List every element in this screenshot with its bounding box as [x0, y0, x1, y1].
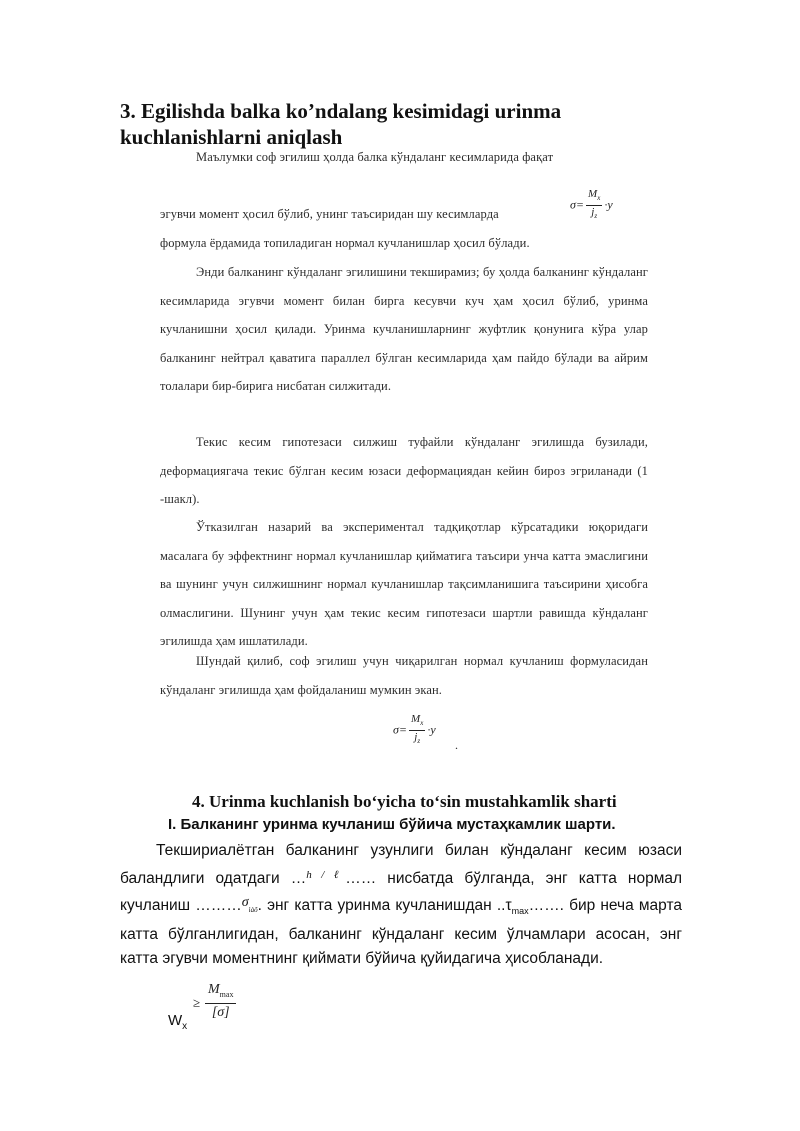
p1-line2-wrap [160, 200, 570, 229]
formula-trailing-dot: . [455, 738, 458, 752]
condition-den: [σ] [211, 1004, 230, 1020]
formula-num: M [588, 188, 598, 200]
tau-max-sub: max [511, 906, 529, 917]
formula-den-sub: z [594, 212, 598, 221]
s4-text-3: . энг катта уринма кучланишдан ..τ [257, 897, 512, 914]
s4-text-2: …… нисбатда бўлганда, энг катта нормал кучланиш ……… [120, 870, 683, 914]
formula2-den: j [414, 731, 418, 744]
formula2-eq: = [398, 722, 408, 737]
p1-line3-wrap [160, 229, 648, 258]
sigma-max-sub: ìàõ [248, 906, 258, 914]
formula2-num-sub: x [420, 719, 424, 728]
ge-symbol: ≥ [193, 995, 201, 1010]
formula-sigma: σ [570, 197, 576, 212]
p4-text: Ўтказилган назарий ва экспериментал тадқиқотлар кўрсатадики юқоридаги масалага бу эффектнинг нормал кучланишлар қийматига таъсири унча катта эмаслигини ва шунинг учун силжишнинг нормал кучланишлар тақсимланишига таъсирини ҳисобга олмаслигини. Шунинг учун ҳам текис кесим гипотезаси шартли равишда кўндаланг эгилишда ҳам ишлатилади. [160, 520, 648, 649]
formula-eq: = [575, 197, 585, 212]
formula2-fraction [409, 713, 425, 748]
section-3-heading: 3. Egilishda balka ko’ndalang kesimidagi urinma kuchlanishlarni aniqlash [120, 99, 562, 149]
condition-num-sub: max [219, 989, 234, 999]
section-4-body [120, 839, 682, 971]
formula2-num: M [411, 713, 421, 725]
formula-num-sub: x [597, 194, 601, 203]
p1-line2: эгувчи момент ҳосил бўлиб, унинг таъсиридан шу кесимларда [160, 207, 499, 221]
s4-text-4: ……. бир неча марта катта бўлганлигидан, балканинг кўндаланг кесим ўлчамлари асосан, энг катта эгувчи моментнинг қиймати бўйича қуйидагича ҳисобланади. [120, 897, 682, 968]
section-4-subheading: I. Балканинг уринма кучланиш бўйича мустаҳкамлик шарти. [168, 816, 616, 833]
wx-label [168, 1012, 187, 1032]
scan-paragraph-3 [160, 428, 648, 514]
wx-sub: x [182, 1021, 188, 1032]
p3-text: Текис кесим гипотезаси силжиш туфайли кўндаланг эгилишда бузилади, деформациягача текис бўлган кесим юзаси деформациядан кейин бироз эгриланади (1 -шакл). [160, 435, 648, 507]
formula-rhs: ·y [604, 197, 613, 212]
wx-letter: W [168, 1012, 183, 1029]
condition-num [205, 982, 236, 1004]
section-4-paragraph [120, 839, 682, 971]
sigma-max-symbol: σ [241, 895, 249, 910]
formula2-rhs: ·y [427, 722, 436, 737]
formula-fraction [586, 188, 602, 223]
formula2-den-sub: z [417, 737, 421, 746]
formula-den: j [591, 206, 595, 219]
ratio-h-l: h / ℓ [306, 869, 346, 881]
p2-text: Энди балканинг кўндаланг эгилишини текширамиз; бу ҳолда балканинг кўндаланг кесимларида эгувчи момент билан бирга кесувчи куч ҳам ҳосил бўлиб, уринма кучланишни ҳосил қилади. Уринма кучланишларнинг жуфтлик қонунига кўра улар балканинг нейтрал қаватига параллел бўлган кесимларида ҳам пайдо бўлади ва айрим толалари бир-бирига нисбатан силжитади. [160, 265, 648, 394]
scan-paragraph-1 [160, 143, 648, 172]
sigma-formula-inline [570, 188, 613, 223]
p1-line1: Маълумки соф эгилиш ҳолда балка кўндаланг кесимларида фақат [196, 150, 554, 164]
s4-text-1: Текшириалётган балканинг узунлиги билан кўндаланг кесим юзаси баландлиги одатдаги … [120, 842, 682, 887]
p1-line3: формула ёрдамида топиладиган нормал кучланишлар ҳосил бўлади. [160, 236, 530, 250]
condition-fraction [205, 982, 236, 1022]
formula2-sigma: σ [393, 722, 399, 737]
scan-paragraph-4 [160, 513, 648, 656]
sigma-formula-centered [393, 713, 436, 748]
condition-num-m: M [208, 982, 220, 997]
scan-paragraph-2 [160, 258, 648, 401]
scan-paragraph-5 [160, 647, 648, 704]
p5-text: Шундай қилиб, соф эгилиш учун чиқарилган нормал кучланиш формуласидан кўндаланг эгилишда ҳам фойдаланиш мумкин экан. [160, 654, 648, 697]
section-4-heading: 4. Urinma kuchlanish bo‘yicha to‘sin mustahkamlik sharti [192, 792, 617, 811]
